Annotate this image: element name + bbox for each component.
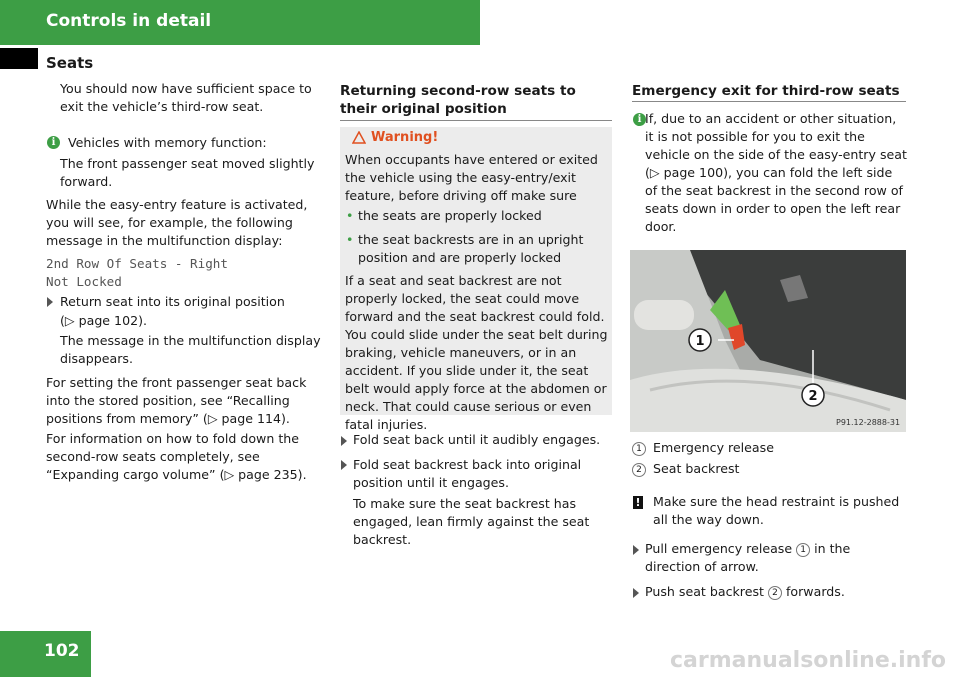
paragraph: While the easy-entry feature is activated, you will see, for example, the following message in the multifunction display: (46, 197, 308, 248)
legend-item: 2 (632, 460, 646, 478)
warning-bullet: the seats are properly locked (358, 208, 542, 223)
seat-photo (630, 250, 906, 432)
step-arrow-icon (341, 460, 347, 470)
step-text: Fold seat back until it audibly engages. (353, 432, 601, 447)
watermark: carmanualsonline.info (670, 648, 946, 673)
paragraph: For information on how to fold down the second-row seats completely, see “Expanding cargo volume” (▷ page 235). (46, 431, 307, 482)
page-reference: (▷ page 102). (60, 313, 148, 328)
info-text: If, due to an accident or other situation, it is not possible for you to exit the vehicle on the side of the easy-entry seat (▷ page 100), you can fold the left side of the seat backrest in the second row of seats down in order to open the left rear door. (645, 111, 907, 234)
step-arrow-icon (47, 297, 53, 307)
step-text: Return seat into its original position (60, 294, 285, 309)
section-title: Seats (46, 54, 94, 72)
intro-text: You should now have sufficient space to exit the vehicle’s third-row seat. (60, 81, 312, 114)
caution-note: Make sure the head restraint is pushed all the way down. (653, 494, 900, 527)
warning-intro: When occupants have entered or exited the vehicle using the easy-entry/exit feature, before driving off make sure (345, 152, 598, 203)
step-note: To make sure the seat backrest has engaged, lean firmly against the seat backrest. (353, 496, 590, 547)
step-text: Fold seat backrest back into original position until it engages. (353, 457, 582, 490)
page-number: 102 (44, 641, 80, 661)
caution-icon: ! (633, 496, 643, 509)
heading-rule (340, 120, 612, 121)
callout-2: 2 (808, 389, 818, 404)
callout-1: 1 (695, 334, 705, 349)
step-text: Push seat backrest 2 forwards. (645, 584, 845, 599)
warning-title: Warning! (371, 130, 439, 145)
section-marker (0, 48, 38, 69)
step-arrow-icon (341, 436, 347, 446)
bullet-icon: • (346, 208, 354, 223)
display-message-line: Not Locked (46, 274, 122, 289)
step-arrow-icon (633, 588, 639, 598)
heading-rule (632, 101, 906, 102)
warning-body: If a seat and seat backrest are not properly locked, the seat could move forward and the seat backrest could fold. You could slide under the seat belt during braking, vehicle maneuvers, or in an accident. If you slide under it, the seat belt would apply force at the abdomen or neck. That could cause serious or even fatal injuries. (345, 273, 608, 432)
step-arrow-icon (633, 545, 639, 555)
display-message-line: 2nd Row Of Seats - Right (46, 256, 228, 271)
warning-bullet: the seat backrests are in an upright position and are properly locked (358, 232, 584, 265)
bullet-icon: • (346, 232, 354, 247)
legend-item: 1 (632, 439, 646, 457)
info-icon: i (633, 113, 646, 126)
section-heading: Emergency exit for third-row seats (632, 83, 900, 99)
legend-label: Seat backrest (653, 461, 740, 476)
paragraph: For setting the front passenger seat back into the stored position, see “Recalling positions from memory” (▷ page 114). (46, 375, 307, 426)
info-text: The front passenger seat moved slightly forward. (60, 156, 315, 189)
section-heading: Returning second-row seats to their original position (340, 83, 576, 117)
info-label: Vehicles with memory function: (68, 135, 267, 150)
step-text: Pull emergency release 1 in the direction of arrow. (645, 541, 851, 574)
legend-label: Emergency release (653, 440, 774, 455)
figure-code: P91.12-2888-31 (836, 418, 901, 427)
info-icon: i (47, 136, 60, 149)
step-result: The message in the multifunction display disappears. (60, 333, 321, 366)
warning-triangle-icon (352, 131, 366, 144)
chapter-title: Controls in detail (46, 11, 212, 31)
